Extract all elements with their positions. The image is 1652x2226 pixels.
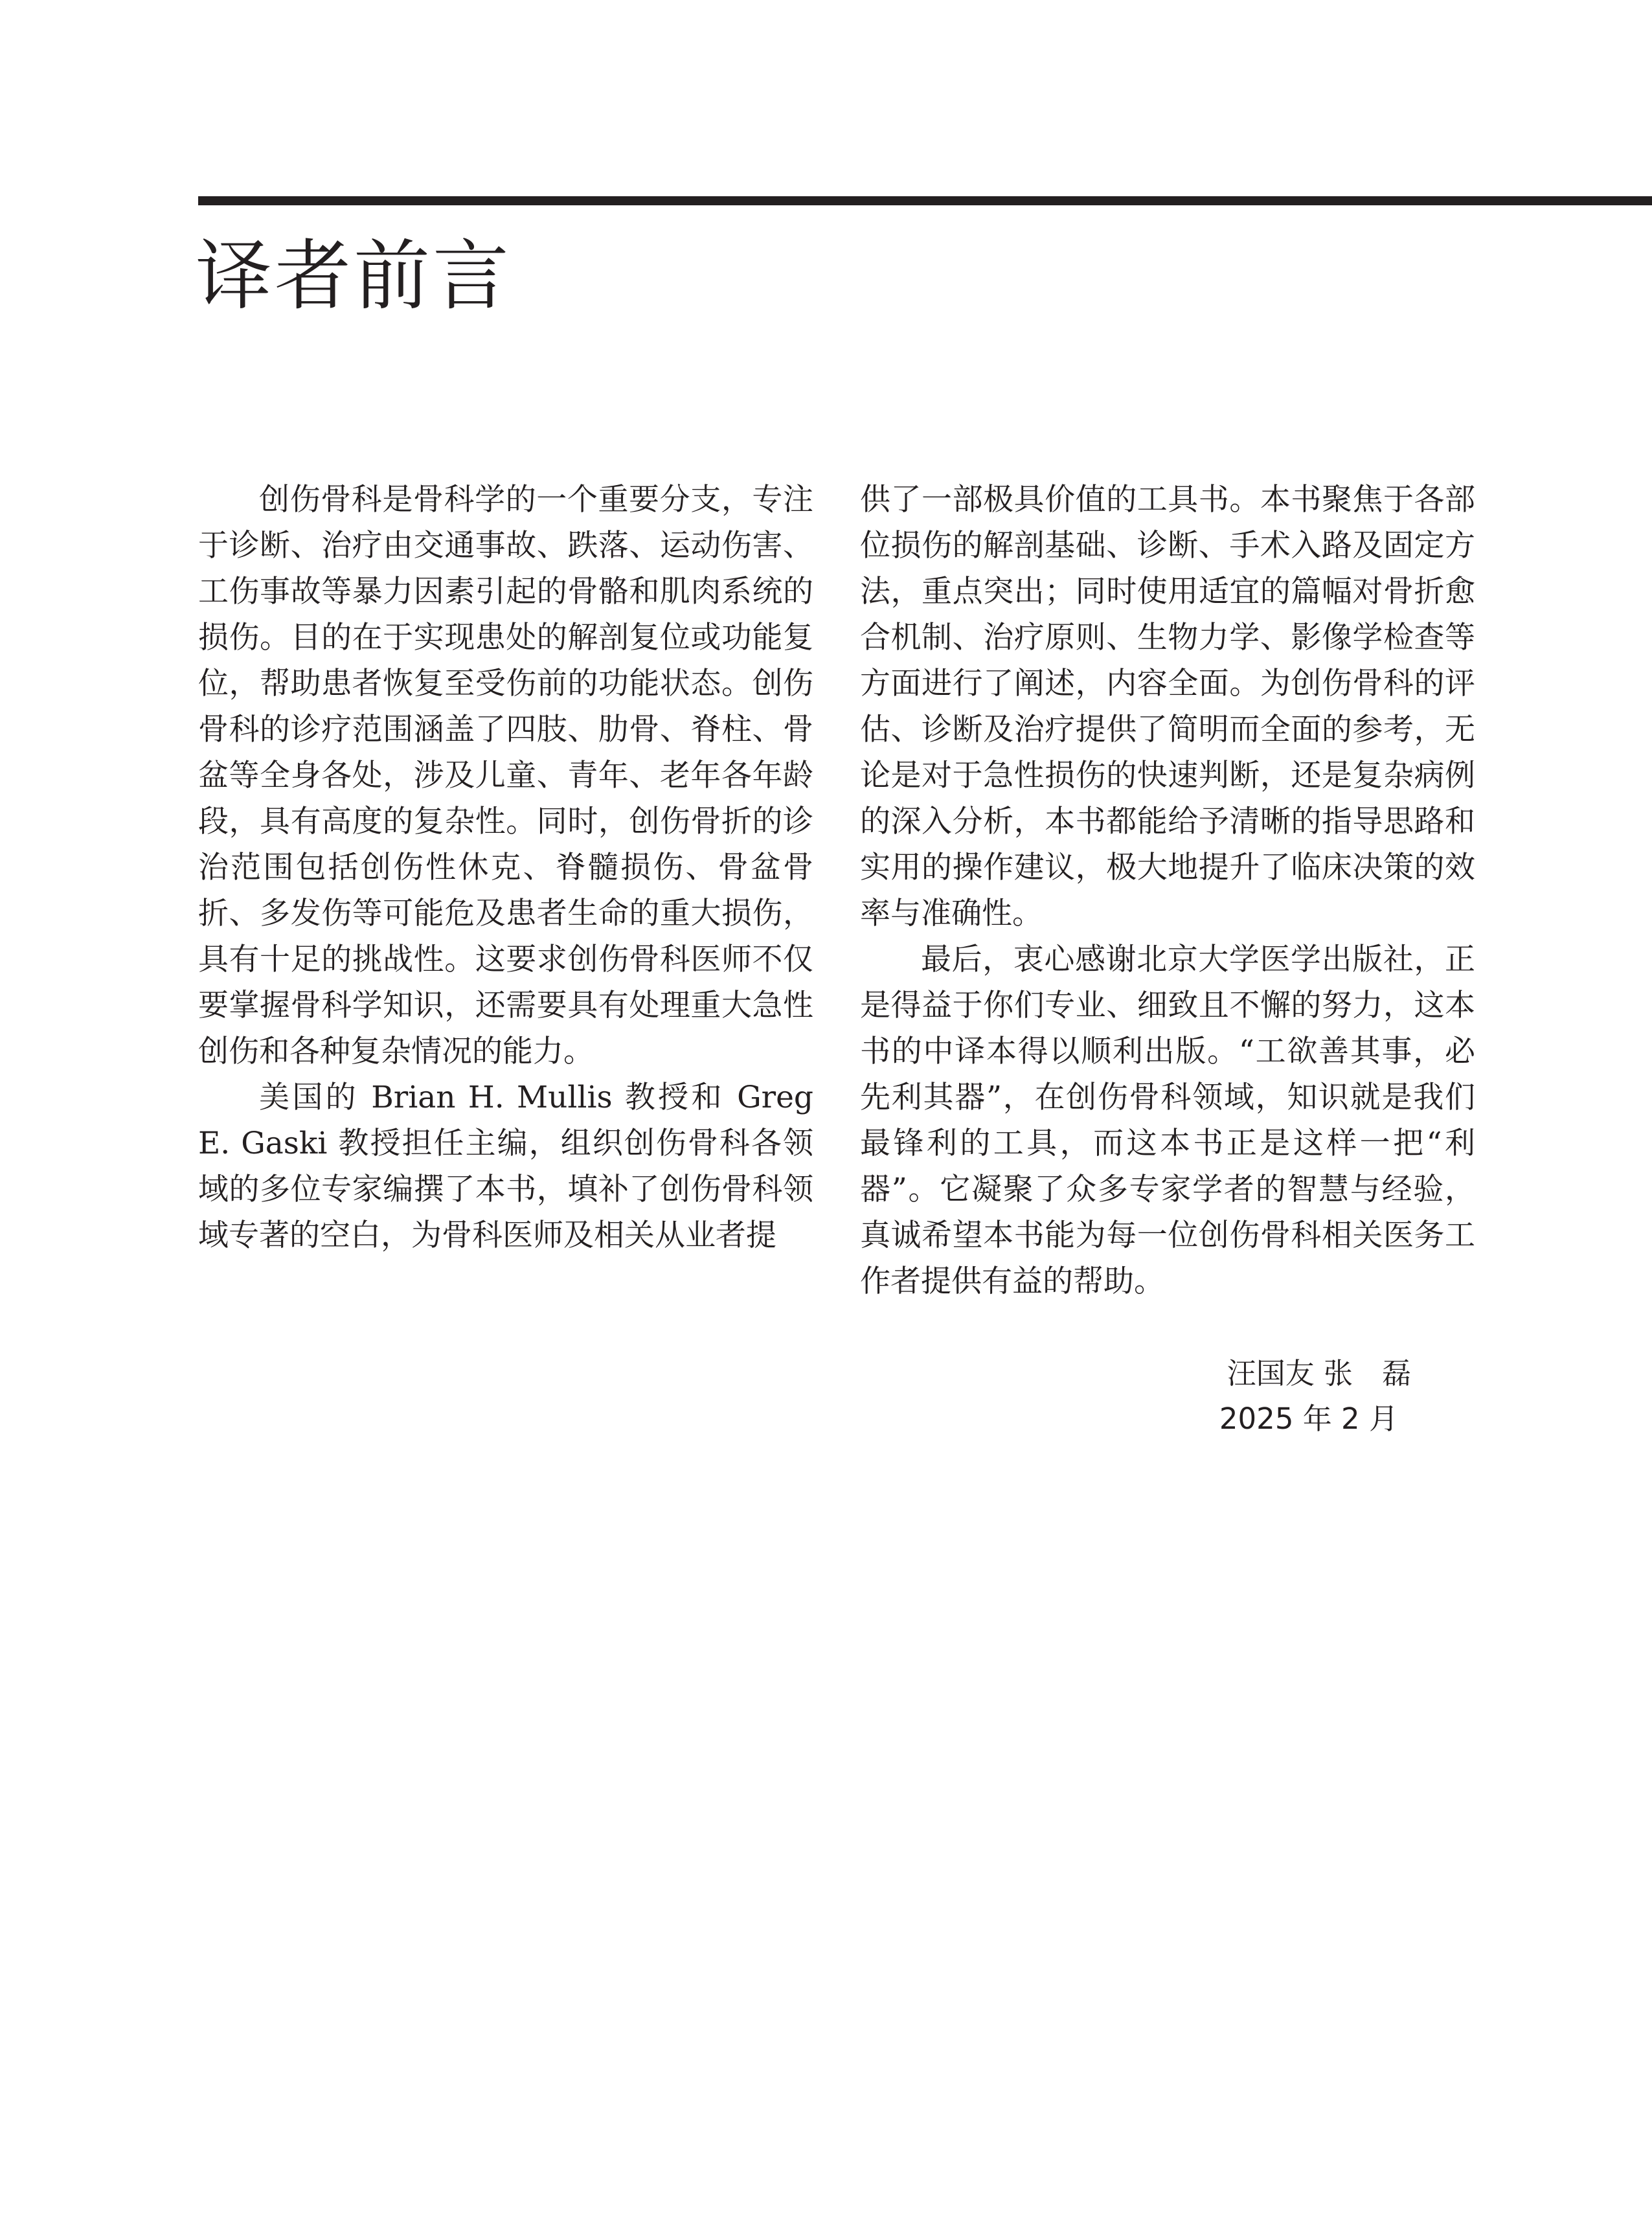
page-title: 译者前言	[196, 231, 512, 321]
paragraph-2-continued: 供了一部极具价值的工具书。本书聚焦于各部位损伤的解剖基础、诊断、手术入路及固定方法，重点突出；同时使用适宜的篇幅对骨折愈合机制、治疗原则、生物力学、影像学检查等方面进行了阐述，内容全面。为创伤骨科的评估、诊断及治疗提供了简明而全面的参考，无论是对于急性损伤的快速判断，还是复杂病例的深入分析，本书都能给予清晰的指导思路和实用的操作建议，极大地提升了临床决策的效率与准确性。	[860, 482, 1475, 931]
translator-names: 汪国友 张 磊	[1227, 1356, 1411, 1391]
title-rule	[198, 196, 1652, 205]
paragraph-3: 最后，衷心感谢北京大学医学出版社，正是得益于你们专业、细致且不懈的努力，这本书的中译本得以顺利出版。“工欲善其事，必先利其器”，在创伤骨科领域，知识就是我们最锋利的工具，而这本书正是这样一把“利器”。它凝聚了众多专家学者的智慧与经验，真诚希望本书能为每一位创伤骨科相关医务工作者提供有益的帮助。	[860, 942, 1475, 1299]
paragraph-1: 创伤骨科是骨科学的一个重要分支，专注于诊断、治疗由交通事故、跌落、运动伤害、工伤事故等暴力因素引起的骨骼和肌肉系统的损伤。目的在于实现患处的解剖复位或功能复位，帮助患者恢复至受伤前的功能状态。创伤骨科的诊疗范围涵盖了四肢、肋骨、脊柱、骨盆等全身各处，涉及儿童、青年、老年各年龄段，具有高度的复杂性。同时，创伤骨折的诊治范围包括创伤性休克、脊髓损伤、骨盆骨折、多发伤等可能危及患者生命的重大损伤，具有十足的挑战性。这要求创伤骨科医师不仅要掌握骨科学知识，还需要具有处理重大急性创伤和各种复杂情况的能力。	[198, 482, 813, 1069]
left-text-column	[198, 477, 813, 1258]
paragraph-2: 美国的 Brian H. Mullis 教授和 Greg E. Gaski 教授担任主编，组织创伤骨科各领域的多位专家编撰了本书，填补了创伤骨科领域专著的空白，为骨科医师及相关从业者提	[198, 1080, 813, 1253]
right-text-column	[860, 477, 1475, 1304]
signature-block	[958, 1351, 1411, 1442]
signature-date: 2025 年 2 月	[1219, 1402, 1398, 1436]
